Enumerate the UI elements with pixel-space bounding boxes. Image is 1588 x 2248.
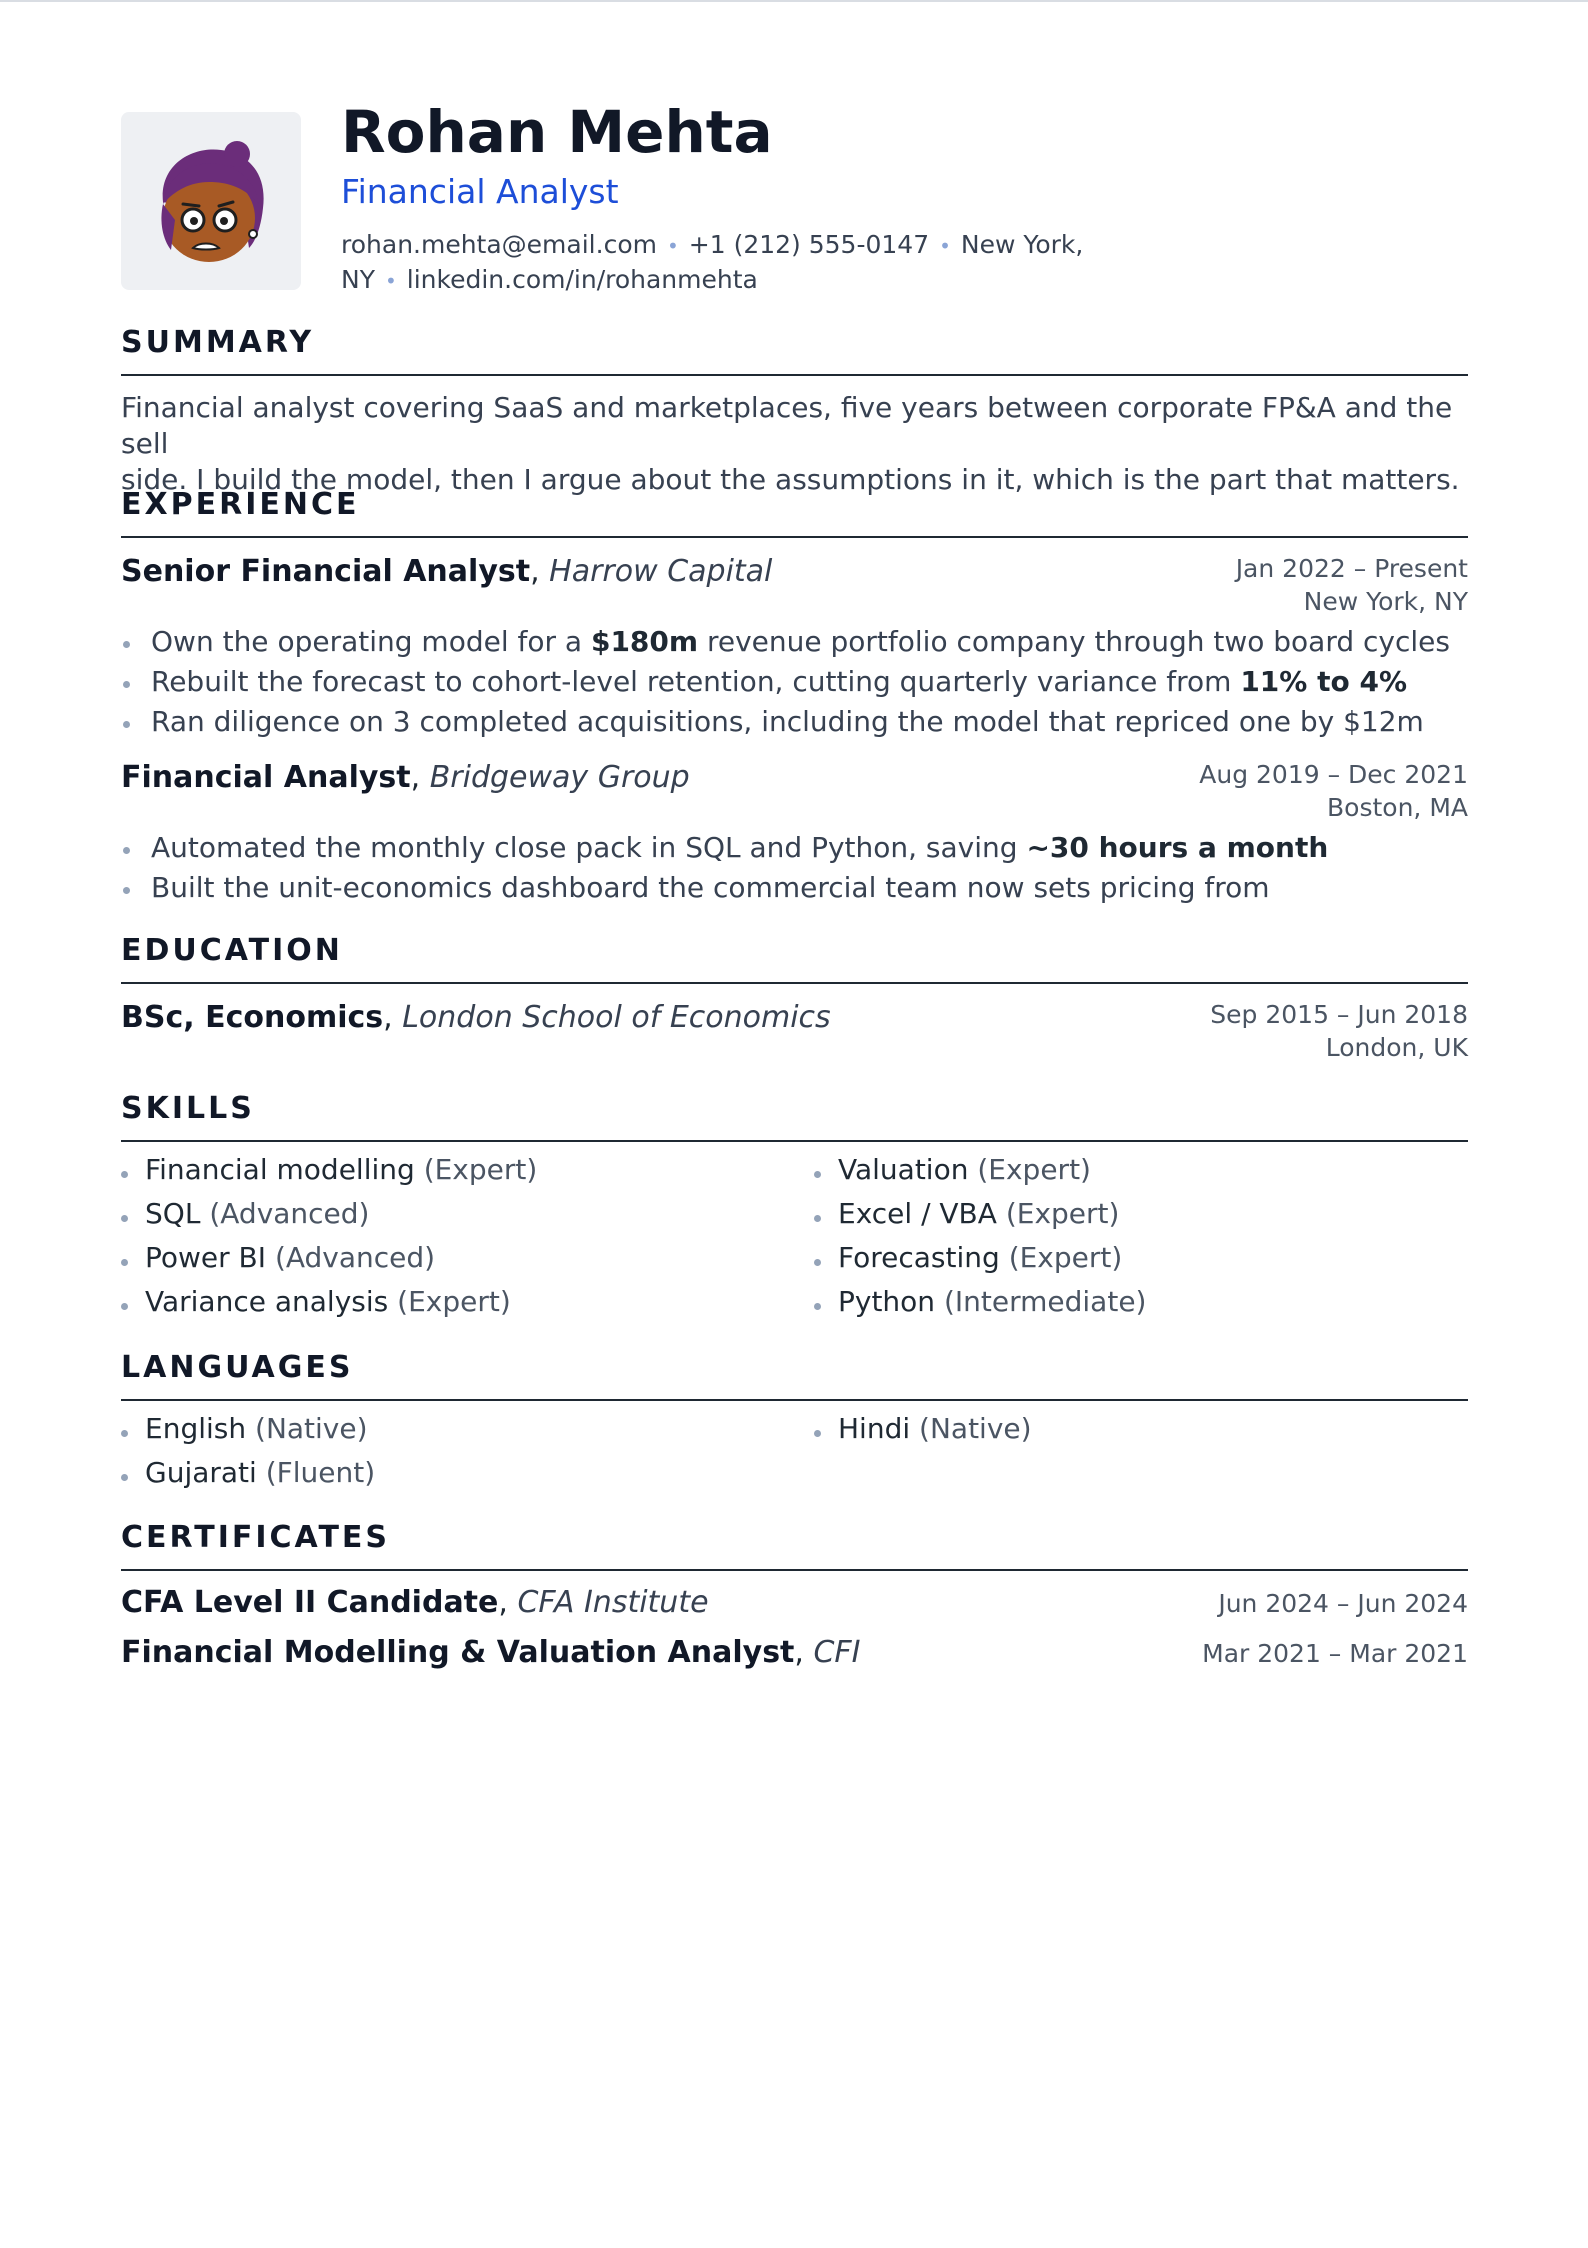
skill-item: Variance analysis (Expert) xyxy=(121,1282,511,1322)
section-title-experience: EXPERIENCE xyxy=(121,487,360,522)
summary-section xyxy=(121,322,1468,498)
entry-location: London, UK xyxy=(1325,1033,1468,1062)
section-divider xyxy=(121,374,1468,376)
summary-line: Financial analyst covering SaaS and marketplaces, five years between corporate FP&A and the sell xyxy=(121,391,1453,460)
entry-header xyxy=(121,998,1468,1062)
email-link[interactable]: rohan.mehta@email.com xyxy=(341,230,657,259)
school-name: London School of Economics xyxy=(402,1000,831,1035)
contact-separator: • xyxy=(384,269,397,293)
achievement-list xyxy=(121,622,1468,742)
achievement-item: Own the operating model for a $180m revenue portfolio company through two board cycles xyxy=(121,622,1468,662)
section-divider xyxy=(121,982,1468,984)
entry-title: Senior Financial Analyst, Harrow Capital xyxy=(121,554,773,589)
section-title-languages: LANGUAGES xyxy=(121,1350,354,1385)
language-item: Hindi (Native) xyxy=(814,1409,1032,1449)
language-item: English (Native) xyxy=(121,1409,368,1449)
language-item: Gujarati (Fluent) xyxy=(121,1453,375,1493)
achievement-item: Rebuilt the forecast to cohort-level retention, cutting quarterly variance from 11% to 4% xyxy=(121,662,1468,702)
section-divider xyxy=(121,536,1468,538)
avatar xyxy=(121,112,301,290)
summary-line: side. I build the model, then I argue about the assumptions in it, which is the part that matters. xyxy=(121,463,1460,496)
section-title-skills: SKILLS xyxy=(121,1091,255,1126)
skill-item: Excel / VBA (Expert) xyxy=(814,1194,1119,1234)
certificates-section xyxy=(121,1517,1468,1683)
certificate-issuer: CFA Institute xyxy=(517,1585,709,1620)
summary-text xyxy=(121,390,1468,498)
skill-item: Python (Intermediate) xyxy=(814,1282,1146,1322)
page-top-border xyxy=(0,0,1588,2)
phone-number[interactable]: +1 (212) 555-0147 xyxy=(688,230,930,259)
linkedin-link[interactable]: linkedin.com/in/rohanmehta xyxy=(406,265,758,294)
skill-item: Power BI (Advanced) xyxy=(121,1238,435,1278)
candidate-name: Rohan Mehta xyxy=(341,98,773,166)
candidate-role: Financial Analyst xyxy=(341,172,619,211)
entry-dates: Jan 2022 – Present xyxy=(1235,554,1468,583)
section-title-summary: SUMMARY xyxy=(121,325,315,360)
skill-item: Financial modelling (Expert) xyxy=(121,1150,537,1190)
skill-item: Forecasting (Expert) xyxy=(814,1238,1122,1278)
entry-title: BSc, Economics, London School of Economics xyxy=(121,1000,831,1035)
job-title: Senior Financial Analyst xyxy=(121,554,531,589)
entry-header xyxy=(121,758,1468,822)
experience-entry xyxy=(121,552,1468,742)
entry-dates: Sep 2015 – Jun 2018 xyxy=(1210,1000,1468,1029)
skill-item: SQL (Advanced) xyxy=(121,1194,369,1234)
contact-separator: • xyxy=(666,234,679,258)
company-name: Harrow Capital xyxy=(549,554,773,589)
section-title-certificates: CERTIFICATES xyxy=(121,1520,391,1555)
experience-section xyxy=(121,484,1468,908)
location-line1: New York, xyxy=(960,230,1084,259)
achievement-item: Built the unit-economics dashboard the commercial team now sets pricing from xyxy=(121,868,1468,908)
section-divider xyxy=(121,1569,1468,1571)
languages-grid xyxy=(121,1409,1468,1499)
certificate-entry xyxy=(121,1583,1468,1633)
entry-meta xyxy=(1210,998,1468,1064)
contact-info xyxy=(341,228,1101,298)
avatar-illustration xyxy=(133,124,289,280)
entry-location: New York, NY xyxy=(1303,587,1468,616)
degree: BSc, Economics xyxy=(121,1000,384,1035)
entry-meta xyxy=(1199,758,1468,824)
certificate-name: CFA Level II Candidate xyxy=(121,1585,499,1620)
entry-title: Financial Analyst, Bridgeway Group xyxy=(121,760,690,795)
experience-entry xyxy=(121,758,1468,908)
languages-section xyxy=(121,1347,1468,1499)
company-name: Bridgeway Group xyxy=(429,760,690,795)
entry-location: Boston, MA xyxy=(1327,793,1468,822)
entry-dates: Mar 2021 – Mar 2021 xyxy=(1202,1639,1468,1668)
skills-section xyxy=(121,1088,1468,1330)
job-title: Financial Analyst xyxy=(121,760,411,795)
section-divider xyxy=(121,1140,1468,1142)
entry-dates: Jun 2024 – Jun 2024 xyxy=(1218,1589,1468,1618)
achievement-item: Ran diligence on 3 completed acquisitions, including the model that repriced one by $12m xyxy=(121,702,1468,742)
section-title-education: EDUCATION xyxy=(121,933,343,968)
certificate-entry xyxy=(121,1633,1468,1683)
entry-title: Financial Modelling & Valuation Analyst, CFI xyxy=(121,1635,861,1670)
achievement-list xyxy=(121,828,1468,908)
skill-item: Valuation (Expert) xyxy=(814,1150,1091,1190)
achievement-item: Automated the monthly close pack in SQL and Python, saving ~30 hours a month xyxy=(121,828,1468,868)
education-section xyxy=(121,930,1468,1062)
certificate-name: Financial Modelling & Valuation Analyst xyxy=(121,1635,795,1670)
certificate-issuer: CFI xyxy=(813,1635,861,1670)
entry-meta xyxy=(1236,552,1468,618)
entry-header xyxy=(121,552,1468,616)
education-entry xyxy=(121,998,1468,1062)
resume-header xyxy=(121,98,1468,300)
entry-dates: Aug 2019 – Dec 2021 xyxy=(1199,760,1468,789)
entry-title: CFA Level II Candidate, CFA Institute xyxy=(121,1585,709,1620)
location-line2: NY xyxy=(341,265,375,294)
section-divider xyxy=(121,1399,1468,1401)
contact-separator: • xyxy=(939,234,951,258)
skills-grid xyxy=(121,1150,1468,1330)
